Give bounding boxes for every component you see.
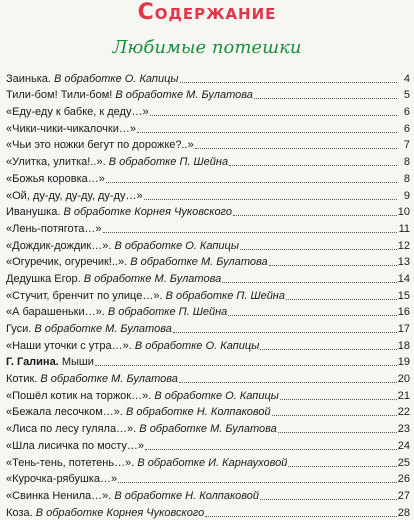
- toc-entry: [6, 236, 410, 253]
- toc-entry: [6, 319, 410, 336]
- toc-entry-title: «Курочка-рябушка…»: [6, 473, 118, 486]
- toc-entry-editor-note: В обработке М. Булатова: [130, 256, 268, 269]
- toc-entry-title: «Шла лисичка по мосту…»: [6, 439, 145, 452]
- toc-entry-text: [6, 123, 136, 136]
- toc-entry-title: «Наши уточки с утра…».: [6, 339, 132, 352]
- toc-entry: [6, 186, 410, 203]
- toc-entry-text: [6, 223, 102, 236]
- toc-entry: [6, 386, 410, 403]
- toc-entry-editor-note: В обработке М. Булатова: [40, 373, 178, 386]
- dot-leader: [229, 165, 397, 166]
- toc-page-number: 28: [397, 506, 410, 519]
- toc-entry-text: [6, 473, 117, 486]
- dot-leader: [103, 232, 397, 233]
- toc-entry-text: [6, 306, 227, 319]
- toc-entry-title: «Улитка, улитка!..».: [6, 156, 106, 169]
- toc-entry-editor-note: В обработке М. Булатова: [34, 323, 172, 335]
- toc-entry: [6, 436, 410, 453]
- toc-entry-title: Коза.: [6, 506, 33, 519]
- toc-page-number: 25: [397, 456, 410, 469]
- toc-entry: [6, 269, 410, 286]
- toc-entry-text: [6, 440, 144, 453]
- toc-entry-title: «Бежала лесочком…».: [6, 406, 123, 419]
- dot-leader: [233, 215, 397, 216]
- toc-entry-editor-note: В обработке Корнея Чуковского: [63, 206, 232, 219]
- toc-page-number: 4: [403, 72, 410, 85]
- dot-leader: [260, 349, 396, 350]
- toc-entry-title: «Пошёл котик на торжок…».: [6, 389, 152, 402]
- dot-leader: [280, 399, 397, 400]
- dot-leader: [228, 315, 397, 316]
- dot-leader: [222, 282, 397, 283]
- toc-entry-text: [6, 373, 178, 386]
- toc-entry: [6, 136, 410, 153]
- toc-entry: [6, 336, 410, 353]
- dot-leader: [180, 82, 398, 83]
- toc-entry-title: Заинька.: [6, 72, 51, 85]
- toc-entry: [6, 403, 410, 420]
- toc-entry: [6, 219, 410, 236]
- toc-page-number: 20: [397, 373, 410, 386]
- toc-entry-title: Котик.: [6, 373, 38, 386]
- dot-leader: [144, 199, 397, 200]
- toc-page-number: 17: [397, 323, 410, 335]
- toc-entry-editor-note: В обработке О. Капицы: [54, 72, 179, 85]
- toc-entry: [6, 486, 410, 503]
- toc-page-number: 23: [397, 423, 410, 436]
- toc-entry-title: «Лень-потягота…»: [6, 222, 102, 235]
- toc-entry-text: [6, 173, 105, 186]
- toc-entry-editor-note: В обработке М. Булатова: [115, 89, 253, 102]
- toc-entry-editor-note: В обработке М. Булатова: [139, 423, 277, 436]
- toc-entry-title: Иванушка.: [6, 206, 61, 219]
- toc-page-number: 7: [403, 139, 410, 152]
- toc-entry-text: [6, 106, 149, 119]
- toc-page-number: 8: [403, 172, 410, 185]
- toc-entry-text: [6, 139, 194, 152]
- toc-entry-editor-note: В обработке О. Капицы: [134, 339, 260, 352]
- dot-leader: [260, 499, 397, 500]
- toc-entry: [6, 453, 410, 470]
- toc-entry-title: «Свинка Ненила…».: [6, 489, 112, 502]
- dot-leader: [145, 449, 397, 450]
- table-of-contents: [6, 69, 410, 520]
- toc-entry-text: [6, 206, 232, 219]
- toc-entry-title: Мыши: [61, 356, 94, 369]
- dot-leader: [254, 98, 397, 99]
- toc-entry-author: Г. Галина.: [6, 356, 59, 369]
- toc-entry: [6, 353, 410, 370]
- toc-entry-title: «Дождик-дождик…».: [6, 239, 112, 252]
- toc-entry-text: [6, 190, 143, 203]
- toc-entry: [6, 119, 410, 136]
- toc-page-number: 6: [403, 106, 410, 119]
- toc-entry-title: «Еду-еду к бабке, к деду…»: [6, 106, 149, 119]
- toc-entry-text: [6, 340, 259, 353]
- dot-leader: [179, 382, 397, 383]
- toc-entry-text: [6, 356, 94, 369]
- toc-entry: [6, 470, 410, 487]
- toc-page-number: 11: [398, 222, 410, 235]
- toc-entry-editor-note: В обработке Н. Колпаковой: [126, 406, 271, 419]
- toc-page-number: 18: [397, 339, 410, 352]
- toc-page-number: 24: [397, 439, 410, 452]
- toc-page-number: 10: [397, 206, 410, 219]
- dot-leader: [288, 466, 396, 467]
- dot-leader: [173, 332, 397, 333]
- toc-entry-title: «Чьи это ножки бегут по дорожке?..»: [6, 139, 194, 152]
- toc-entry-title: «Божья коровка…»: [6, 172, 105, 185]
- dot-leader: [137, 132, 397, 133]
- dot-leader: [240, 249, 397, 250]
- toc-entry-title: «Ой, ду-ду, ду-ду, ду-ду…»: [6, 189, 143, 202]
- toc-entry-text: [6, 323, 172, 336]
- toc-entry-text: [6, 156, 228, 169]
- dot-leader: [106, 182, 397, 183]
- toc-entry-text: [6, 290, 285, 303]
- toc-page-number: 12: [397, 239, 410, 252]
- toc-page-number: 8: [403, 156, 410, 169]
- toc-entry-title: Дедушка Егор.: [6, 272, 81, 285]
- toc-page-number: 14: [397, 272, 410, 285]
- toc-entry-text: [6, 73, 179, 86]
- toc-entry-text: [6, 490, 259, 503]
- toc-page-number: 5: [403, 89, 410, 102]
- toc-entry: [6, 69, 410, 86]
- toc-page-number: 21: [397, 389, 410, 402]
- toc-entry: [6, 152, 410, 169]
- toc-page-number: 19: [397, 356, 410, 369]
- toc-entry-editor-note: В обработке Корнея Чуковского: [35, 506, 205, 519]
- toc-entry-title: «Стучит, бренчит по улице…».: [6, 289, 163, 302]
- dot-leader: [150, 115, 397, 116]
- dot-leader: [272, 415, 397, 416]
- toc-entry-editor-note: В обработке М. Булатова: [83, 272, 222, 285]
- toc-page-number: 22: [397, 406, 410, 419]
- toc-page-number: 26: [397, 473, 410, 486]
- toc-entry-text: [6, 423, 277, 436]
- toc-entry-text: [6, 256, 268, 269]
- toc-entry-editor-note: В обработке П. Шейна: [108, 156, 229, 169]
- toc-entry-text: [6, 240, 239, 253]
- dot-leader: [195, 148, 397, 149]
- toc-entry: [6, 102, 410, 119]
- toc-entry-title: «А барашеньки…».: [6, 306, 105, 319]
- dot-leader: [95, 365, 397, 366]
- toc-entry-title: Гуси.: [6, 323, 32, 335]
- toc-page-number: 16: [397, 306, 410, 319]
- toc-entry: [6, 286, 410, 303]
- toc-entry-text: [6, 457, 287, 470]
- toc-entry-editor-note: В обработке Н. Колпаковой: [114, 489, 260, 502]
- toc-entry-title: «Тень-тень, потетень…».: [6, 456, 135, 469]
- page-title: Содержание: [137, 0, 277, 25]
- toc-page-number: 9: [403, 189, 410, 202]
- toc-entry-text: [6, 507, 204, 520]
- dot-leader: [286, 299, 397, 300]
- toc-entry-text: [6, 89, 253, 102]
- dot-leader: [269, 265, 397, 266]
- toc-entry-title: «Чики-чики-чикалочки…»: [6, 122, 136, 135]
- toc-page-number: 27: [397, 489, 410, 502]
- section-subtitle: Любимые потешки: [112, 37, 302, 58]
- toc-page-number: 15: [397, 289, 410, 302]
- toc-entry-editor-note: В обработке П. Шейна: [107, 306, 228, 319]
- toc-entry-title: Тили-бом! Тили-бом!: [6, 89, 113, 102]
- toc-entry-editor-note: В обработке П. Шейна: [165, 289, 285, 302]
- dot-leader: [278, 432, 397, 433]
- toc-entry: [6, 369, 410, 386]
- toc-entry-text: [6, 406, 271, 419]
- toc-entry-editor-note: В обработке И. Карнауховой: [137, 456, 288, 469]
- toc-entry: [6, 303, 410, 320]
- toc-entry-editor-note: В обработке О. Капицы: [114, 239, 239, 252]
- toc-entry-title: «Огуречик, огуречик!..».: [6, 256, 128, 269]
- dot-leader: [205, 516, 397, 517]
- toc-entry-editor-note: В обработке О. Капицы: [154, 389, 279, 402]
- toc-entry: [6, 203, 410, 220]
- toc-entry: [6, 86, 410, 103]
- dot-leader: [118, 482, 397, 483]
- toc-entry-title: «Лиса по лесу гуляла…».: [6, 423, 137, 436]
- toc-entry: [6, 503, 410, 520]
- toc-entry: [6, 253, 410, 270]
- toc-entry: [6, 419, 410, 436]
- toc-entry-text: [6, 273, 221, 286]
- toc-entry: [6, 169, 410, 186]
- toc-page-number: 6: [403, 122, 410, 135]
- toc-entry-text: [6, 390, 279, 403]
- toc-page-number: 13: [397, 256, 410, 269]
